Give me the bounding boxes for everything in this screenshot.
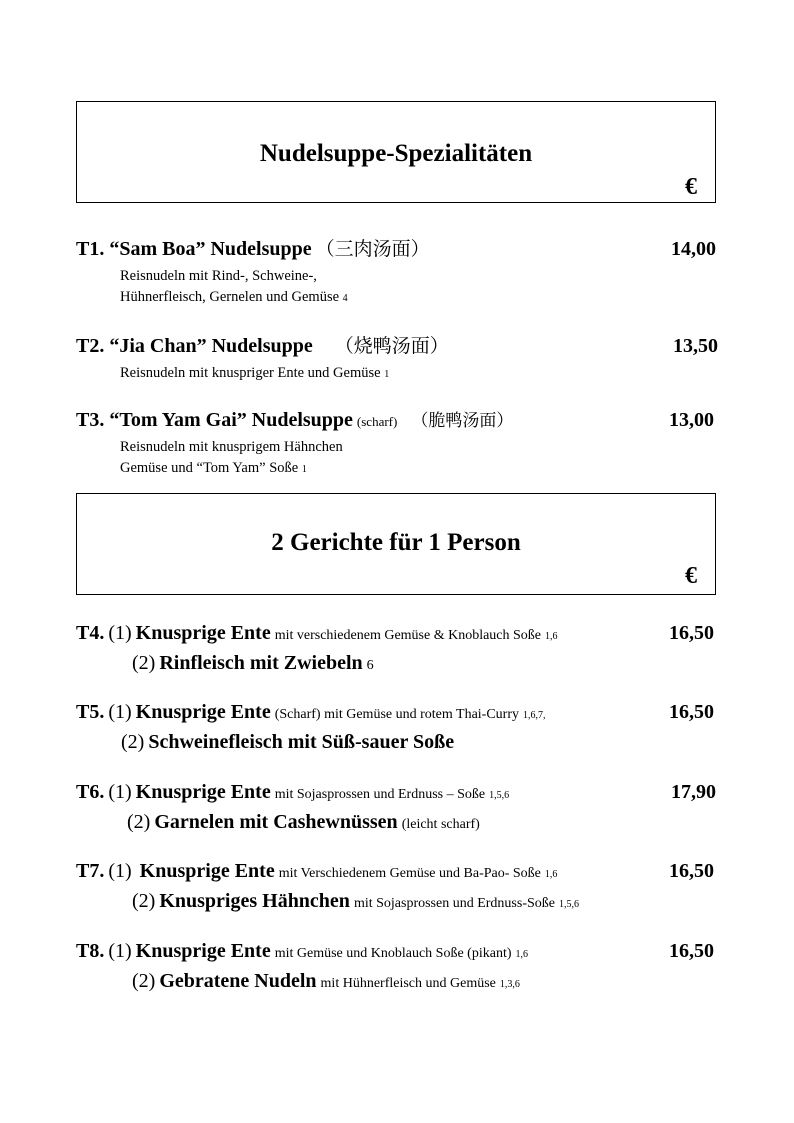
dish-name: Rinfleisch mit Zwiebeln <box>159 652 363 674</box>
dish-name: Garnelen mit Cashewnüssen <box>154 811 398 833</box>
item-allergens: 1 <box>384 369 390 380</box>
dish-name: Knusprige Ente <box>139 860 275 882</box>
dish-description: mit Gemüse und Knoblauch Soße (pikant) <box>274 946 512 961</box>
dish-number: (2) <box>132 890 156 912</box>
item-description: Reisnudeln mit Rind-, Schweine-, <box>120 268 317 284</box>
dish-allergens: 1,6 <box>544 869 558 880</box>
menu-item-t8: T8. (1) Knusprige Ente mit Gemüse und Knoblauch Soße (pikant) 1,6 16,50 (2) Gebratene Nudeln mit Hühnerfleisch und Gemüse 1,3,6 <box>76 940 714 992</box>
dish-name: Knusprige Ente <box>135 781 271 803</box>
menu-item-t5: T5. (1) Knusprige Ente (Scharf) mit Gemüse und rotem Thai-Curry 1,6,7, 16,50 (2) Schweinefleisch mit Süß-sauer Soße <box>76 701 714 753</box>
menu-item-t6: T6. (1) Knusprige Ente mit Sojasprossen und Erdnuss – Soße 1,5,6 17,90 (2) Garnelen mit Cashewnüssen (leicht scharf) <box>76 781 716 833</box>
item-description: Hühnerfleisch, Gernelen und Gemüse <box>120 289 340 305</box>
item-price: 16,50 <box>669 860 714 882</box>
dish-number: (2) <box>132 970 156 992</box>
item-price: 16,50 <box>669 622 714 644</box>
dish-name: Knusprige Ente <box>135 940 271 962</box>
menu-item-t7: T7. (1) Knusprige Ente mit Verschiedenem Gemüse und Ba-Pao- Soße 1,6 16,50 (2) Knuspriges Hähnchen mit Sojasprossen und Erdnuss-Soße 1,5,6 <box>76 860 714 912</box>
item-description: Reisnudeln mit knusprigem Hähnchen <box>120 439 343 455</box>
item-chinese-name: （脆鸭汤面） <box>411 411 514 431</box>
section-title: 2 Gerichte für 1 Person <box>271 529 521 556</box>
item-code: T8 <box>76 940 100 962</box>
dish-description: mit Verschiedenem Gemüse und Ba-Pao- Soße <box>278 866 541 881</box>
dish-allergens: 1,6,7, <box>523 710 546 721</box>
section-header-combos <box>76 493 716 595</box>
item-name: “Tom Yam Gai” Nudelsuppe <box>109 409 353 431</box>
item-code: T6 <box>76 781 100 803</box>
item-chinese-name: （三肉汤面） <box>315 238 430 260</box>
item-price: 13,00 <box>669 409 714 431</box>
menu-item-t1: T1. “Sam Boa” Nudelsuppe （三肉汤面） 14,00 Reisnudeln mit Rind-, Schweine-, Hühnerfleisch, Gernelen und Gemüse 4 <box>76 238 716 305</box>
dish-number: (2) <box>121 731 145 753</box>
dish-number: (2) <box>132 652 156 674</box>
dish-allergens: 1,5,6 <box>489 790 510 801</box>
dish-number: (1) <box>108 701 132 723</box>
dish-name: Schweinefleisch mit Süß-sauer Soße <box>148 731 455 753</box>
item-description: Reisnudeln mit knuspriger Ente und Gemüse <box>120 365 381 381</box>
dish-description: (Scharf) mit Gemüse und rotem Thai-Curry <box>274 707 519 722</box>
item-allergens: 4 <box>342 293 348 304</box>
dish-name: Knusprige Ente <box>135 701 271 723</box>
dish-description: (leicht scharf) <box>401 817 480 832</box>
dish-allergens: 1,5,6 <box>559 899 579 910</box>
item-price: 17,90 <box>671 781 716 803</box>
item-price: 16,50 <box>669 940 714 962</box>
dish-name: Knusprige Ente <box>135 622 271 644</box>
currency-label: € <box>685 563 697 589</box>
dish-name: Knuspriges Hähnchen <box>159 890 350 912</box>
menu-item-t3: T3. “Tom Yam Gai” Nudelsuppe (scharf) （脆鸭汤面） 13,00 Reisnudeln mit knusprigem Hähnchen Gemüse und “Tom Yam” Soße 1 <box>76 407 718 480</box>
item-code: T2 <box>76 335 100 357</box>
dish-name: Gebratene Nudeln <box>159 970 317 992</box>
item-chinese-name: （烧鸭汤面） <box>334 335 449 357</box>
dish-description: mit verschiedenem Gemüse & Knoblauch Soße <box>274 628 542 643</box>
item-allergens: 1 <box>301 464 307 475</box>
dish-description: mit Sojasprossen und Erdnuss-Soße <box>353 896 555 911</box>
dish-number: (1) <box>108 940 132 962</box>
item-code: T3 <box>76 409 100 431</box>
item-note: (scharf) <box>356 414 398 429</box>
item-name: “Sam Boa” Nudelsuppe <box>109 238 312 260</box>
menu-item-t4: T4. (1) Knusprige Ente mit verschiedenem Gemüse & Knoblauch Soße 1,6 16,50 (2) Rinfleisch mit Zwiebeln 6 <box>76 622 714 674</box>
dish-allergens: 1,6 <box>515 949 528 960</box>
dish-allergens: 1,3,6 <box>499 979 520 990</box>
section-title: Nudelsuppe-Spezialitäten <box>259 140 533 167</box>
item-price: 16,50 <box>669 701 714 723</box>
item-code: T1 <box>76 238 100 260</box>
section-header-soups <box>76 101 716 203</box>
item-code: T7 <box>76 860 100 882</box>
dish-number: (2) <box>127 811 151 833</box>
dish-description: mit Hühnerfleisch und Gemüse <box>320 976 496 991</box>
dish-allergens: 1,6 <box>545 631 558 642</box>
currency-label: € <box>685 174 697 200</box>
item-name: “Jia Chan” Nudelsuppe <box>109 335 313 357</box>
dish-number: (1) <box>108 781 132 803</box>
dish-number: (1) <box>108 860 132 882</box>
menu-item-t2: T2. “Jia Chan” Nudelsuppe （烧鸭汤面） 13,50 Reisnudeln mit knuspriger Ente und Gemüse 1 <box>76 335 718 381</box>
item-price: 14,00 <box>671 238 716 260</box>
dish-number: (1) <box>108 622 132 644</box>
item-price: 13,50 <box>673 335 718 357</box>
dish-allergens: 6 <box>366 658 374 673</box>
item-code: T5 <box>76 701 100 723</box>
item-code: T4 <box>76 622 100 644</box>
item-description: Gemüse und “Tom Yam” Soße <box>120 460 299 476</box>
dish-description: mit Sojasprossen und Erdnuss – Soße <box>274 787 486 802</box>
